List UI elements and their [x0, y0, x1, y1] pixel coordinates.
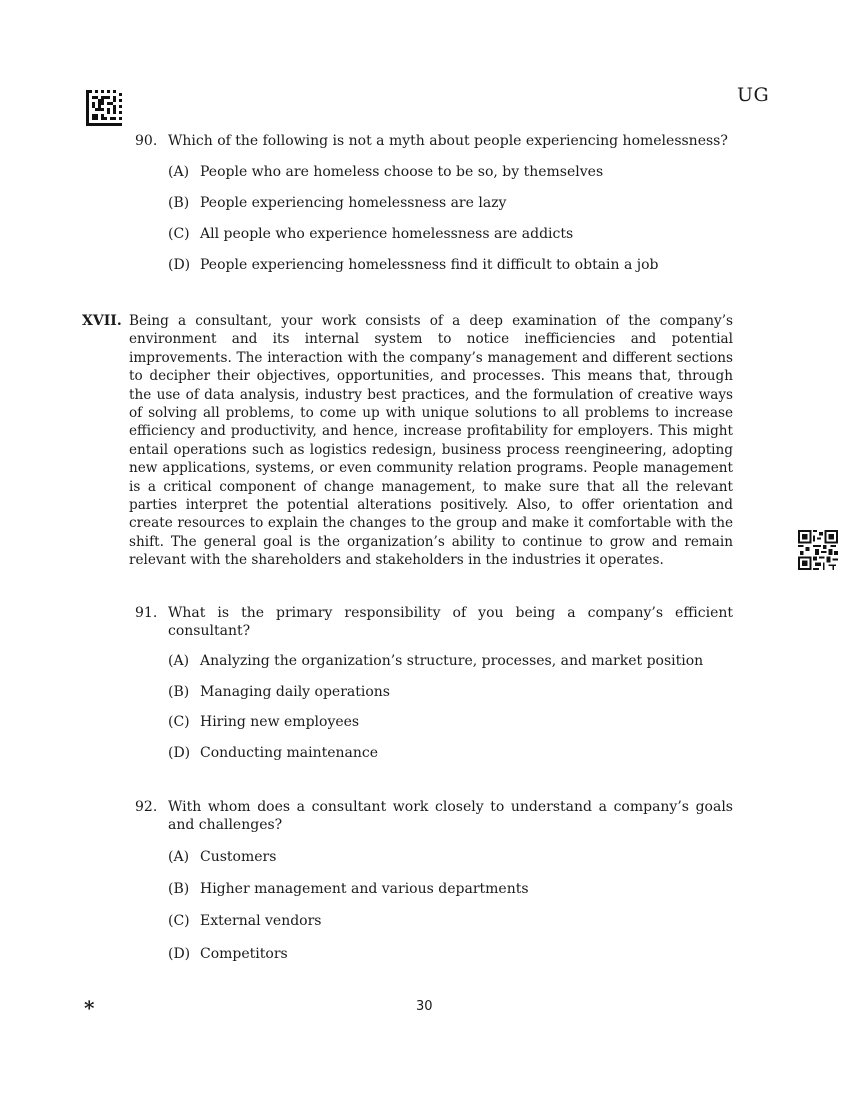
passage-text: Being a consultant, your work consists of a deep examination of the company’s environment and its internal system to notice inefficiencies and potential improvements. The interaction with the company’s management and different sections to decipher their objectives, opportunities, and processes. This means that, through the use of data analysis, industry best practices, and the formulation of creative ways of solving all problems, to come up with unique solutions to all problems to increase efficiency and productivity, and hence, increase profitability for employers. This might entail operations such as logistics redesign, business process reengineering, adopting new applications, systems, or even community relation programs. People management is a critical component of change management, to make sure that all the relevant parties interpret the potential alterations positively. Also, to offer orientation and create resources to explain the changes to the group and make it comfortable with the shift. The general goal is the organization’s ability to continue to grow and remain relevant with the shareholders and stakeholders in the industries it operates.	[129, 313, 733, 569]
option-label: (B)	[168, 881, 190, 897]
option-label: (D)	[168, 946, 191, 962]
option-text: External vendors	[200, 913, 322, 929]
question-92	[135, 798, 735, 834]
option-label: (D)	[168, 745, 191, 761]
question-text: What is the primary responsibility of you being a company’s efficient consultant?	[168, 605, 733, 639]
option-label: (A)	[168, 849, 190, 865]
option-c	[168, 225, 573, 243]
option-text: Customers	[200, 849, 277, 865]
question-number: 91.	[135, 605, 158, 621]
question-90	[135, 132, 735, 150]
option-c	[168, 912, 322, 930]
datamatrix-icon	[86, 90, 122, 126]
option-a	[168, 652, 703, 670]
option-label: (C)	[168, 714, 190, 730]
option-text: People who are homeless choose to be so, by themselves	[200, 164, 604, 180]
option-text: People experiencing homelessness find it difficult to obtain a job	[200, 257, 659, 273]
option-label: (C)	[168, 913, 190, 929]
option-label: (B)	[168, 684, 190, 700]
option-text: Conducting maintenance	[200, 745, 379, 761]
option-label: (B)	[168, 195, 190, 211]
option-d	[168, 945, 288, 963]
option-text: People experiencing homelessness are lazy	[200, 195, 507, 211]
star-icon: *	[84, 996, 95, 1020]
option-d	[168, 744, 378, 762]
option-b	[168, 880, 529, 898]
option-label: (D)	[168, 257, 191, 273]
option-text: Managing daily operations	[200, 684, 390, 700]
question-91	[135, 604, 735, 640]
option-text: All people who experience homelessness are addicts	[200, 226, 574, 242]
option-a	[168, 163, 603, 181]
option-b	[168, 194, 506, 212]
option-a	[168, 848, 276, 866]
qr-code-icon	[798, 530, 838, 570]
question-text: Which of the following is not a myth about people experiencing homelessness?	[168, 133, 728, 149]
question-text: With whom does a consultant work closely to understand a company’s goals and challenges?	[168, 799, 733, 833]
page-number: 30	[416, 999, 433, 1014]
option-text: Competitors	[200, 946, 288, 962]
question-number: 92.	[135, 799, 158, 815]
option-label: (A)	[168, 653, 190, 669]
option-text: Hiring new employees	[200, 714, 360, 730]
option-label: (A)	[168, 164, 190, 180]
paper-code: UG	[737, 84, 770, 106]
option-d	[168, 256, 659, 274]
option-b	[168, 683, 390, 701]
option-label: (C)	[168, 226, 190, 242]
question-number: 90.	[135, 133, 158, 149]
option-text: Analyzing the organization’s structure, processes, and market position	[200, 653, 704, 669]
section-label: XVII.	[82, 313, 122, 329]
option-text: Higher management and various departments	[200, 881, 529, 897]
option-c	[168, 713, 359, 731]
